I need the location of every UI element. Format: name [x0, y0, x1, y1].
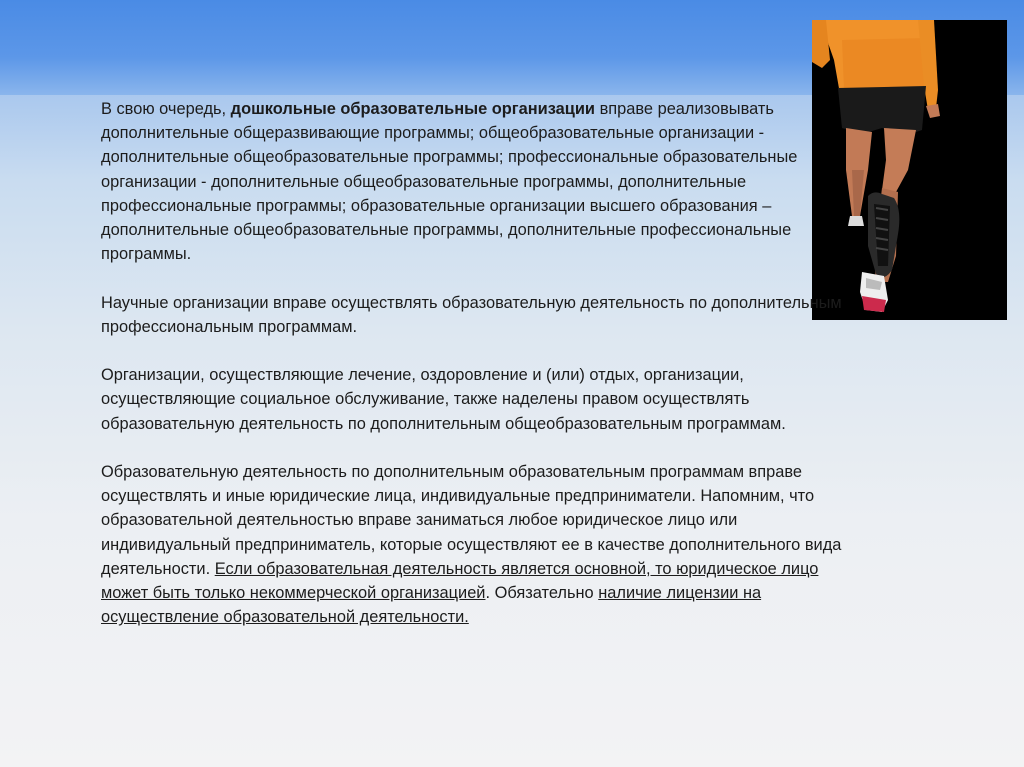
paragraph-text: Образовательную деятельность по дополнительным образовательным программам вправе осуществлять и иные юридические лица, индивидуальные предприниматели. Напомним, что образовательной деятельностью вправе заниматься любое юридическое лицо или индивидуальный предприниматель, которые осуществляют ее в качестве дополнительного вида деятельности.: [101, 463, 842, 578]
paragraph-preschool: [101, 97, 846, 266]
paragraph-rest: вправе реализовывать дополнительные общеразвивающие программы; общеобразовательные организации - дополнительные общеобразовательные программы; профессиональные образовательные организации - дополнительные общеобразовательные программы, дополнительные профессиональные программы; образовательные организации высшего образования – дополнительные общеобразовательные программы, дополнительные профессиональные программы.: [101, 100, 798, 264]
paragraph-gap: [101, 436, 846, 460]
slide-body: [101, 97, 846, 629]
paragraph-scientific: Научные организации вправе осуществлять образовательную деятельность по дополнительным профессиональным программам.: [101, 293, 842, 336]
paragraph-health: Организации, осуществляющие лечение, оздоровление и (или) отдых, организации, осуществляющие социальное обслуживание, также наделены правом осуществлять образовательную деятельность по дополнительным общеобразовательным программам.: [101, 366, 786, 433]
paragraph-middle: . Обязательно: [485, 584, 599, 603]
paragraph-lead: В свою очередь,: [101, 100, 231, 118]
underlined-statement-noncommercial: Если образовательная деятельность является основной, то юридическое лицо может быть только некоммерческой организацией: [101, 559, 819, 603]
paragraph-gap: [101, 339, 846, 363]
paragraph-bold-phrase: дошкольные образовательные организации: [230, 100, 596, 118]
paragraph-other-entities: [101, 460, 846, 629]
paragraph-gap: [101, 266, 846, 290]
underlined-statement-license: наличие лицензии на осуществление образовательной деятельности.: [101, 584, 762, 627]
